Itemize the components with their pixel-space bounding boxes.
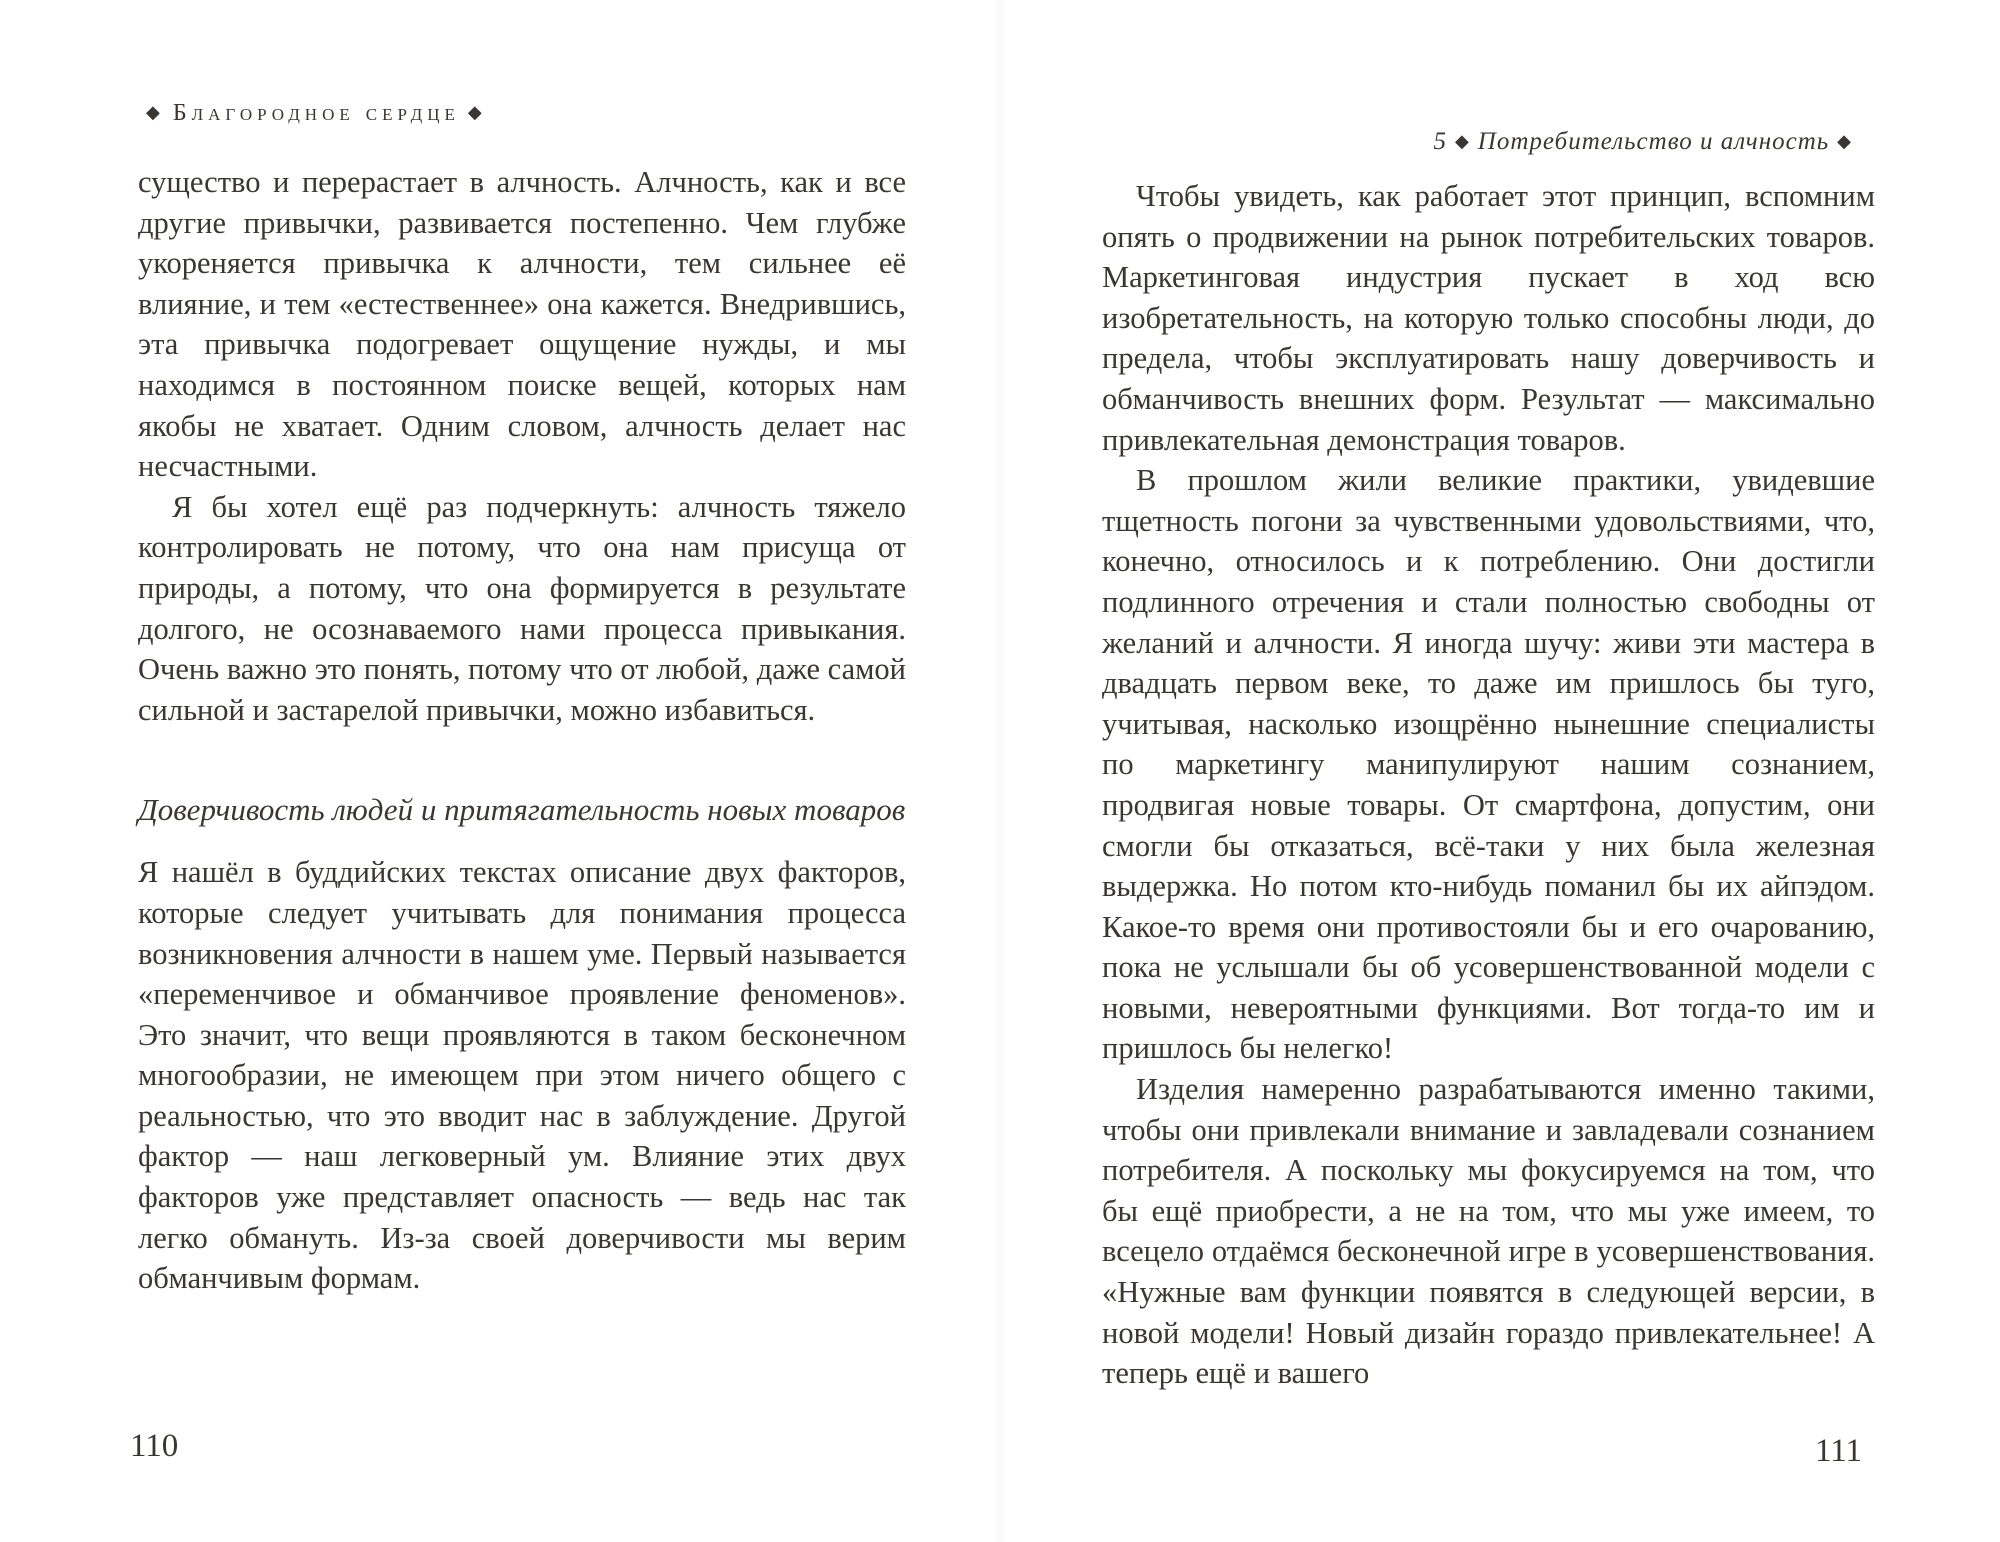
chapter-title: Потребительство и алчность	[1477, 128, 1830, 155]
paragraph: Чтобы увидеть, как работает этот принцип, вспомним опять о продвижении на рынок потребительских товаров. Маркетинговая индустрия пускает в ход всю изобретательность, на которую только способны люди, до предела, чтобы эксплуатировать нашу доверчивость и обманчивость внешних форм. Результат — максимально привлекательная демонстрация товаров.	[1102, 179, 1875, 457]
right-page	[1006, 0, 2000, 1542]
bullet-ornament: ◆	[467, 102, 487, 122]
right-page-body	[1102, 176, 1875, 1394]
book-title: Благородное сердце	[172, 100, 460, 126]
running-head-right	[1433, 128, 1860, 156]
page-number-right: 111	[1814, 1433, 1862, 1469]
paragraph: В прошлом жили великие практики, увидевшие тщетность погони за чувственными удовольствиями, что, конечно, относилось и к потреблению. Они достигли подлинного отречения и стали полностью свободны от желаний и алчности. Я иногда шучу: живи эти мастера в двадцать первом веке, то даже им пришлось бы туго, учитывая, насколько изощрённо нынешние специалисты по маркетингу манипулируют нашим сознанием, продвигая новые товары. От смартфона, допустим, они смогли бы отказаться, всё-таки у них была железная выдержка. Но потом кто-нибудь поманил бы их айпэдом. Какое-то время они противостояли бы и его очарованию, пока не услышали бы об усовершенствованной модели с новыми, невероятными функциями. Вот тогда-то им и пришлось бы нелегко!	[1102, 463, 1875, 1066]
section-subheading: Доверчивость людей и притягательность новых товаров	[138, 792, 906, 828]
left-page	[0, 0, 994, 1542]
running-head-left	[138, 100, 495, 127]
page-number-left: 110	[130, 1428, 179, 1464]
bullet-ornament: ◆	[1454, 131, 1470, 151]
book-gutter	[994, 0, 1006, 1542]
paragraph: Я бы хотел ещё раз подчеркнуть: алчность тяжело контролировать не потому, что она нам присуща от природы, а потому, что она формируется в результате долгого, не осознаваемого нами процесса привыкания. Очень важно это понять, потому что от любой, даже самой сильной и застарелой привычки, можно избавиться.	[138, 489, 906, 727]
bullet-ornament: ◆	[146, 102, 165, 122]
bullet-ornament: ◆	[1837, 131, 1852, 151]
chapter-number: 5	[1433, 128, 1447, 155]
paragraph: Я нашёл в буддийских текстах описание двух факторов, которые следует учитывать для понимания процесса возникновения алчности в нашем уме. Первый называется «переменчивое и обманчивое проявление феноменов». Это значит, что вещи проявляются в таком бесконечном многообразии, не имеющем при этом ничего общего с реальностью, что это вводит нас в заблуждение. Другой фактор — наш легковерный ум. Влияние этих двух факторов уже представляет опасность — ведь нас так легко обмануть. Из-за своей доверчивости мы верим обманчивым формам.	[138, 855, 906, 1296]
left-page-body	[138, 162, 906, 1299]
paragraph: существо и перерастает в алчность. Алчность, как и все другие привычки, развивается постепенно. Чем глубже укореняется привычка к алчности, тем сильнее её влияние, и тем «естественнее» она кажется. Внедрившись, эта привычка подогревает ощущение нужды, и мы находимся в постоянном поиске вещей, которых нам якобы не хватает. Одним словом, алчность делает нас несчастными.	[138, 165, 906, 484]
paragraph: Изделия намеренно разрабатываются именно такими, чтобы они привлекали внимание и завладевали сознанием потребителя. А поскольку мы фокусируемся на том, что бы ещё приобрести, а не на том, что мы уже имеем, то всецело отдаёмся бесконечной игре в усовершенствования. «Нужные вам функции появятся в следующей версии, в новой модели! Новый дизайн гораздо привлекательнее! А теперь ещё и вашего	[1102, 1072, 1875, 1391]
